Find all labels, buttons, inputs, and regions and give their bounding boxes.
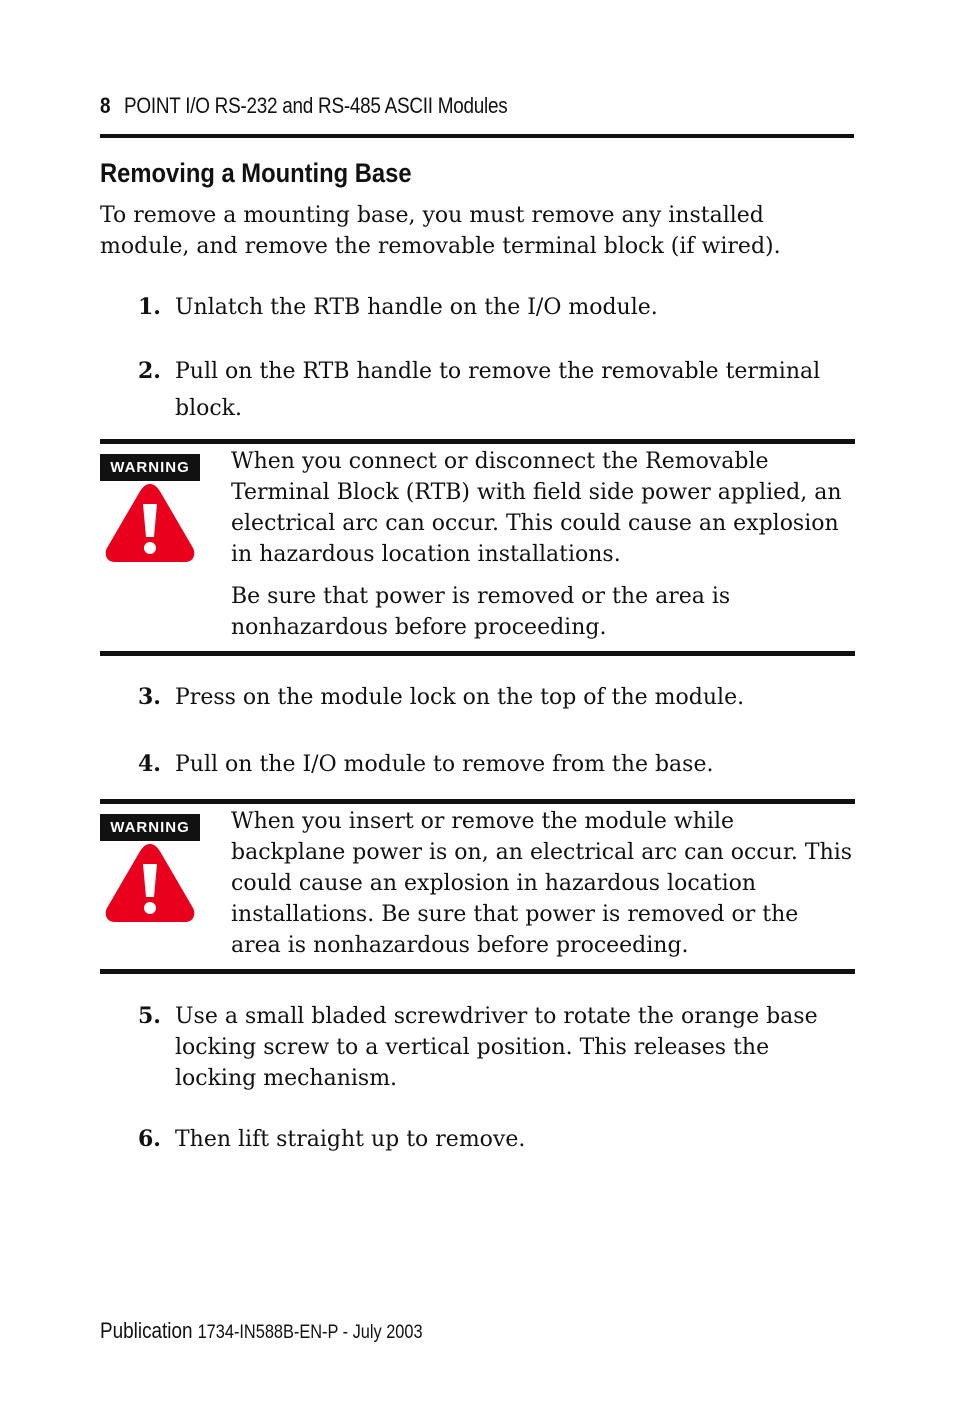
step-number: 3. xyxy=(138,684,161,710)
warning-top-rule xyxy=(100,799,855,804)
warning-label: WARNING xyxy=(100,814,200,841)
step-text: Use a small bladed screwdriver to rotate the orange base locking screw to a vertical position. This releases the locking mechanism. xyxy=(175,1004,818,1091)
warning-top-rule xyxy=(100,439,855,444)
warning-paragraph: When you insert or remove the module while backplane power is on, an electrical arc can occur. This could cause an explosion in hazardous location installations. Be sure that power is removed or the area is nonhazardous before proceeding. xyxy=(231,809,853,958)
running-header xyxy=(100,93,748,119)
step-number: 1. xyxy=(138,294,161,320)
step-text: Press on the module lock on the top of the module. xyxy=(175,685,745,710)
step-text: Pull on the RTB handle to remove the removable terminal block. xyxy=(175,359,821,421)
step-number: 4. xyxy=(138,751,161,777)
warning-paragraph: When you connect or disconnect the Removable Terminal Block (RTB) with field side power applied, an electrical arc can occur. This could cause an explosion in hazardous location installations. xyxy=(231,449,842,567)
step-4 xyxy=(138,749,838,780)
header-rule xyxy=(100,134,854,138)
step-number: 5. xyxy=(138,1003,161,1029)
page-footer xyxy=(100,1318,423,1344)
running-title: POINT I/O RS-232 and RS-485 ASCII Modules xyxy=(124,93,508,118)
step-number: 6. xyxy=(138,1126,161,1152)
footer-label: Publication xyxy=(100,1318,193,1343)
step-number: 2. xyxy=(138,358,161,384)
warning-text xyxy=(231,446,855,654)
warning-bottom-rule xyxy=(100,969,855,974)
step-text: Pull on the I/O module to remove from the base. xyxy=(175,752,714,777)
step-3 xyxy=(138,682,838,713)
warning-label: WARNING xyxy=(100,454,200,481)
warning-triangle-icon xyxy=(103,480,197,564)
warning-bottom-rule xyxy=(100,651,855,656)
section-title: Removing a Mounting Base xyxy=(100,158,412,188)
publication-code: 1734-IN588B-EN-P - July 2003 xyxy=(197,1322,423,1343)
step-5 xyxy=(138,1001,838,1094)
step-1 xyxy=(138,292,838,323)
section-intro: To remove a mounting base, you must remove any installed module, and remove the removable terminal block (if wired). xyxy=(100,203,781,259)
warning-triangle-icon xyxy=(103,840,197,924)
page-number: 8 xyxy=(100,93,111,118)
step-text: Unlatch the RTB handle on the I/O module. xyxy=(175,295,658,320)
step-2 xyxy=(138,353,838,427)
warning-paragraph: Be sure that power is removed or the area is nonhazardous before proceeding. xyxy=(231,584,731,640)
step-6 xyxy=(138,1124,838,1155)
warning-text xyxy=(231,806,855,972)
step-text: Then lift straight up to remove. xyxy=(175,1127,526,1152)
